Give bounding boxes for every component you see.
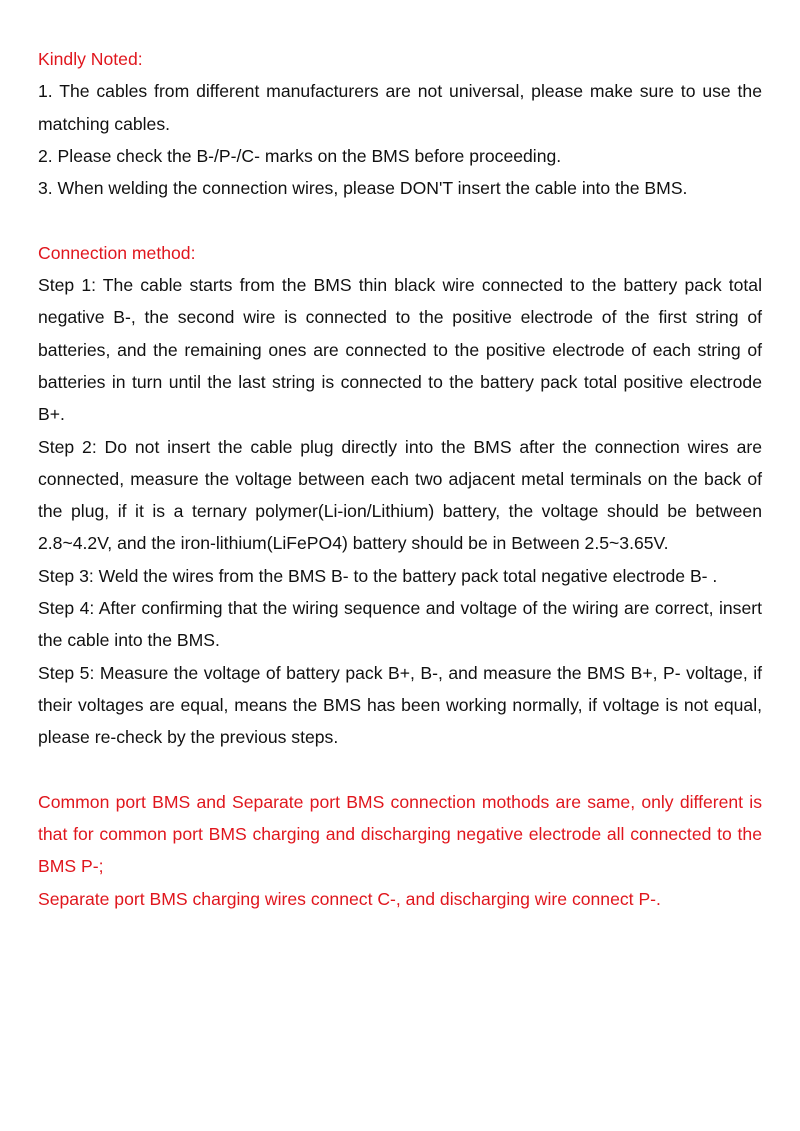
note-item-2: 2. Please check the B-/P-/C- marks on the BMS before proceeding. xyxy=(38,145,562,166)
common-port-note: Common port BMS and Separate port BMS connection mothods are same, only different is that for common port BMS charging and discharging negative electrode all connected to the BMS P-; xyxy=(38,791,762,877)
method-step-1: Step 1: The cable starts from the BMS thin black wire connected to the battery pack total negative B-, the second wire is connected to the positive electrode of the first string of batteries, and the remaining ones are connected to the positive electrode of each string of batteries in turn until the last string is connected to the battery pack total positive electrode B+. xyxy=(38,275,762,425)
separate-port-note: Separate port BMS charging wires connect C-, and discharging wire connect P-. xyxy=(38,888,661,909)
method-step-3: Step 3: Weld the wires from the BMS B- to the battery pack total negative electrode B- . xyxy=(38,565,718,586)
method-heading: Connection method: xyxy=(38,242,196,263)
notes-heading: Kindly Noted: xyxy=(38,49,143,69)
document-page xyxy=(38,43,762,915)
note-item-1: 1. The cables from different manufacturers are not universal, please make sure to use the matching cables. xyxy=(38,81,762,134)
note-item-3: 3. When welding the connection wires, please DON'T insert the cable into the BMS. xyxy=(38,178,688,199)
method-step-5: Step 5: Measure the voltage of battery pack B+, B-, and measure the BMS B+, P- voltage, if their voltages are equal, means the BMS has been working normally, if voltage is not equal, please re-check by the previous steps. xyxy=(38,662,762,748)
method-step-2: Step 2: Do not insert the cable plug directly into the BMS after the connection wires are connected, measure the voltage between each two adjacent metal terminals on the back of the plug, if it is a ternary polymer(Li-ion/Lithium) battery, the voltage should be between 2.8~4.2V, and the iron-lithium(LiFePO4) battery should be in Between 2.5~3.65V. xyxy=(38,436,762,554)
method-step-4: Step 4: After confirming that the wiring sequence and voltage of the wiring are correct, insert the cable into the BMS. xyxy=(38,598,762,651)
section-spacer xyxy=(38,204,762,236)
section-spacer xyxy=(38,754,762,786)
